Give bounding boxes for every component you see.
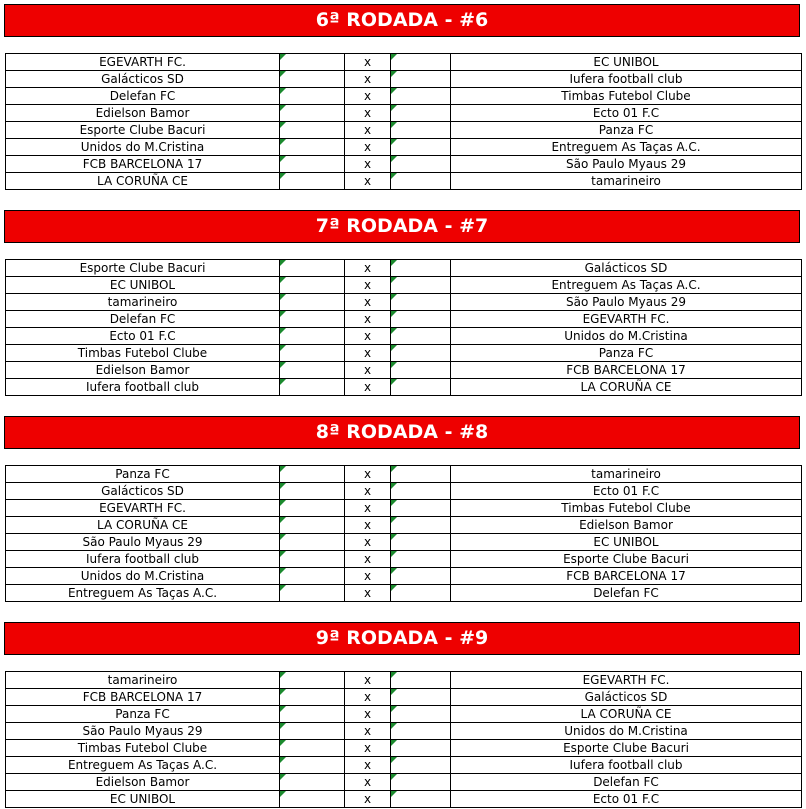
comment-marker-icon [280, 706, 286, 712]
home-team: EGEVARTH FC. [6, 500, 280, 517]
match-row [6, 500, 802, 517]
home-score-cell[interactable] [280, 277, 345, 294]
comment-marker-icon [391, 311, 397, 317]
home-score-cell[interactable] [280, 585, 345, 602]
versus-label: x [345, 517, 391, 534]
comment-marker-icon [280, 672, 286, 678]
comment-marker-icon [280, 71, 286, 77]
match-row [6, 156, 802, 173]
match-row [6, 294, 802, 311]
comment-marker-icon [391, 517, 397, 523]
versus-label: x [345, 740, 391, 757]
versus-label: x [345, 173, 391, 190]
home-team: Esporte Clube Bacuri [6, 260, 280, 277]
home-score-cell[interactable] [280, 328, 345, 345]
away-team: Galácticos SD [451, 260, 802, 277]
away-team: EC UNIBOL [451, 534, 802, 551]
home-score-cell[interactable] [280, 105, 345, 122]
away-score-cell[interactable] [391, 757, 451, 774]
comment-marker-icon [280, 551, 286, 557]
round-title: 9ª RODADA - #9 [4, 622, 800, 655]
away-team: Panza FC [451, 345, 802, 362]
comment-marker-icon [391, 345, 397, 351]
match-row [6, 483, 802, 500]
away-team: Ecto 01 F.C [451, 791, 802, 808]
home-score-cell[interactable] [280, 483, 345, 500]
versus-label: x [345, 260, 391, 277]
comment-marker-icon [280, 105, 286, 111]
home-score-cell[interactable] [280, 71, 345, 88]
versus-label: x [345, 311, 391, 328]
away-score-cell[interactable] [391, 466, 451, 483]
comment-marker-icon [280, 294, 286, 300]
comment-marker-icon [391, 706, 397, 712]
comment-marker-icon [391, 105, 397, 111]
versus-label: x [345, 345, 391, 362]
home-score-cell[interactable] [280, 466, 345, 483]
versus-label: x [345, 757, 391, 774]
home-team: Panza FC [6, 706, 280, 723]
away-team: Esporte Clube Bacuri [451, 551, 802, 568]
home-team: Unidos do M.Cristina [6, 139, 280, 156]
home-score-cell[interactable] [280, 139, 345, 156]
home-team: Iufera football club [6, 379, 280, 396]
home-score-cell[interactable] [280, 757, 345, 774]
comment-marker-icon [391, 156, 397, 162]
away-team: Iufera football club [451, 71, 802, 88]
match-row [6, 328, 802, 345]
home-score-cell[interactable] [280, 345, 345, 362]
matches-table [5, 259, 802, 396]
comment-marker-icon [391, 277, 397, 283]
match-row [6, 88, 802, 105]
match-row [6, 791, 802, 808]
away-score-cell[interactable] [391, 277, 451, 294]
comment-marker-icon [280, 774, 286, 780]
away-team: Delefan FC [451, 585, 802, 602]
away-score-cell[interactable] [391, 71, 451, 88]
home-score-cell[interactable] [280, 173, 345, 190]
away-team: São Paulo Myaus 29 [451, 294, 802, 311]
match-row [6, 122, 802, 139]
versus-label: x [345, 689, 391, 706]
comment-marker-icon [280, 277, 286, 283]
comment-marker-icon [280, 122, 286, 128]
match-row [6, 311, 802, 328]
home-team: Panza FC [6, 466, 280, 483]
match-row [6, 757, 802, 774]
away-team: tamarineiro [451, 466, 802, 483]
versus-label: x [345, 568, 391, 585]
home-score-cell[interactable] [280, 551, 345, 568]
comment-marker-icon [280, 791, 286, 797]
comment-marker-icon [391, 139, 397, 145]
versus-label: x [345, 483, 391, 500]
comment-marker-icon [391, 672, 397, 678]
away-team: Esporte Clube Bacuri [451, 740, 802, 757]
round-title: 8ª RODADA - #8 [4, 416, 800, 449]
away-score-cell[interactable] [391, 311, 451, 328]
home-score-cell[interactable] [280, 156, 345, 173]
home-team: EC UNIBOL [6, 791, 280, 808]
away-team: Unidos do M.Cristina [451, 328, 802, 345]
versus-label: x [345, 139, 391, 156]
away-score-cell[interactable] [391, 122, 451, 139]
comment-marker-icon [391, 483, 397, 489]
matches-table [5, 671, 802, 808]
away-team: LA CORUÑA CE [451, 379, 802, 396]
away-score-cell[interactable] [391, 105, 451, 122]
home-score-cell[interactable] [280, 706, 345, 723]
away-score-cell[interactable] [391, 706, 451, 723]
versus-label: x [345, 88, 391, 105]
versus-label: x [345, 156, 391, 173]
away-score-cell[interactable] [391, 500, 451, 517]
match-row [6, 260, 802, 277]
away-team: Ecto 01 F.C [451, 105, 802, 122]
away-team: Entreguem As Taças A.C. [451, 277, 802, 294]
away-team: FCB BARCELONA 17 [451, 362, 802, 379]
comment-marker-icon [391, 54, 397, 60]
comment-marker-icon [391, 551, 397, 557]
away-score-cell[interactable] [391, 260, 451, 277]
versus-label: x [345, 71, 391, 88]
comment-marker-icon [280, 585, 286, 591]
home-team: Entreguem As Taças A.C. [6, 585, 280, 602]
away-score-cell[interactable] [391, 689, 451, 706]
home-team: Galácticos SD [6, 483, 280, 500]
home-score-cell[interactable] [280, 791, 345, 808]
away-team: Panza FC [451, 122, 802, 139]
comment-marker-icon [280, 173, 286, 179]
versus-label: x [345, 466, 391, 483]
versus-label: x [345, 105, 391, 122]
round-title: 6ª RODADA - #6 [4, 4, 800, 37]
away-score-cell[interactable] [391, 483, 451, 500]
match-row [6, 362, 802, 379]
versus-label: x [345, 54, 391, 71]
comment-marker-icon [280, 311, 286, 317]
home-score-cell[interactable] [280, 122, 345, 139]
away-team: EGEVARTH FC. [451, 672, 802, 689]
away-score-cell[interactable] [391, 379, 451, 396]
comment-marker-icon [391, 740, 397, 746]
matches-table [5, 465, 802, 602]
comment-marker-icon [280, 139, 286, 145]
away-score-cell[interactable] [391, 88, 451, 105]
away-team: EC UNIBOL [451, 54, 802, 71]
away-score-cell[interactable] [391, 774, 451, 791]
match-row [6, 534, 802, 551]
versus-label: x [345, 723, 391, 740]
comment-marker-icon [391, 71, 397, 77]
comment-marker-icon [280, 757, 286, 763]
comment-marker-icon [391, 379, 397, 385]
home-score-cell[interactable] [280, 379, 345, 396]
comment-marker-icon [391, 757, 397, 763]
comment-marker-icon [280, 466, 286, 472]
home-score-cell[interactable] [280, 311, 345, 328]
away-score-cell[interactable] [391, 139, 451, 156]
away-team: Unidos do M.Cristina [451, 723, 802, 740]
away-team: Edielson Bamor [451, 517, 802, 534]
matches-table [5, 53, 802, 190]
home-team: tamarineiro [6, 672, 280, 689]
comment-marker-icon [280, 379, 286, 385]
home-team: EC UNIBOL [6, 277, 280, 294]
comment-marker-icon [391, 294, 397, 300]
comment-marker-icon [391, 791, 397, 797]
comment-marker-icon [391, 362, 397, 368]
home-team: Delefan FC [6, 311, 280, 328]
match-row [6, 672, 802, 689]
match-row [6, 345, 802, 362]
away-team: LA CORUÑA CE [451, 706, 802, 723]
home-score-cell[interactable] [280, 672, 345, 689]
home-score-cell[interactable] [280, 740, 345, 757]
round-title: 7ª RODADA - #7 [4, 210, 800, 243]
home-team: Edielson Bamor [6, 774, 280, 791]
home-team: tamarineiro [6, 294, 280, 311]
away-team: tamarineiro [451, 173, 802, 190]
away-score-cell[interactable] [391, 723, 451, 740]
comment-marker-icon [280, 689, 286, 695]
comment-marker-icon [280, 517, 286, 523]
match-row [6, 706, 802, 723]
home-score-cell[interactable] [280, 689, 345, 706]
match-row [6, 379, 802, 396]
versus-label: x [345, 362, 391, 379]
comment-marker-icon [391, 500, 397, 506]
versus-label: x [345, 379, 391, 396]
home-team: Esporte Clube Bacuri [6, 122, 280, 139]
home-team: Timbas Futebol Clube [6, 345, 280, 362]
comment-marker-icon [391, 585, 397, 591]
home-team: LA CORUÑA CE [6, 173, 280, 190]
versus-label: x [345, 328, 391, 345]
home-team: LA CORUÑA CE [6, 517, 280, 534]
match-row [6, 173, 802, 190]
home-team: FCB BARCELONA 17 [6, 689, 280, 706]
comment-marker-icon [280, 88, 286, 94]
comment-marker-icon [280, 362, 286, 368]
match-row [6, 723, 802, 740]
comment-marker-icon [391, 122, 397, 128]
comment-marker-icon [391, 723, 397, 729]
versus-label: x [345, 294, 391, 311]
home-team: Timbas Futebol Clube [6, 740, 280, 757]
home-team: Entreguem As Taças A.C. [6, 757, 280, 774]
comment-marker-icon [280, 500, 286, 506]
comment-marker-icon [280, 723, 286, 729]
comment-marker-icon [391, 88, 397, 94]
comment-marker-icon [391, 774, 397, 780]
comment-marker-icon [280, 534, 286, 540]
away-team: Entreguem As Taças A.C. [451, 139, 802, 156]
away-score-cell[interactable] [391, 585, 451, 602]
comment-marker-icon [391, 328, 397, 334]
versus-label: x [345, 585, 391, 602]
comment-marker-icon [280, 260, 286, 266]
match-row [6, 551, 802, 568]
away-score-cell[interactable] [391, 517, 451, 534]
match-row [6, 105, 802, 122]
home-team: São Paulo Myaus 29 [6, 723, 280, 740]
home-score-cell[interactable] [280, 568, 345, 585]
match-row [6, 277, 802, 294]
home-score-cell[interactable] [280, 774, 345, 791]
match-row [6, 517, 802, 534]
comment-marker-icon [391, 173, 397, 179]
home-team: Edielson Bamor [6, 362, 280, 379]
versus-label: x [345, 672, 391, 689]
away-score-cell[interactable] [391, 362, 451, 379]
away-team: Ecto 01 F.C [451, 483, 802, 500]
comment-marker-icon [280, 328, 286, 334]
away-score-cell[interactable] [391, 534, 451, 551]
match-row [6, 568, 802, 585]
versus-label: x [345, 551, 391, 568]
away-team: São Paulo Myaus 29 [451, 156, 802, 173]
away-team: EGEVARTH FC. [451, 311, 802, 328]
home-team: Galácticos SD [6, 71, 280, 88]
away-score-cell[interactable] [391, 156, 451, 173]
home-score-cell[interactable] [280, 517, 345, 534]
versus-label: x [345, 791, 391, 808]
versus-label: x [345, 774, 391, 791]
away-score-cell[interactable] [391, 173, 451, 190]
comment-marker-icon [280, 54, 286, 60]
away-team: Timbas Futebol Clube [451, 500, 802, 517]
comment-marker-icon [280, 483, 286, 489]
away-score-cell[interactable] [391, 345, 451, 362]
match-row [6, 139, 802, 156]
comment-marker-icon [280, 156, 286, 162]
away-score-cell[interactable] [391, 568, 451, 585]
comment-marker-icon [391, 568, 397, 574]
away-team: Delefan FC [451, 774, 802, 791]
match-row [6, 774, 802, 791]
home-score-cell[interactable] [280, 294, 345, 311]
home-team: São Paulo Myaus 29 [6, 534, 280, 551]
away-score-cell[interactable] [391, 740, 451, 757]
away-score-cell[interactable] [391, 551, 451, 568]
home-score-cell[interactable] [280, 362, 345, 379]
match-row [6, 689, 802, 706]
match-row [6, 740, 802, 757]
home-score-cell[interactable] [280, 500, 345, 517]
away-team: Iufera football club [451, 757, 802, 774]
away-score-cell[interactable] [391, 328, 451, 345]
home-team: Edielson Bamor [6, 105, 280, 122]
home-team: Ecto 01 F.C [6, 328, 280, 345]
home-score-cell[interactable] [280, 88, 345, 105]
home-team: FCB BARCELONA 17 [6, 156, 280, 173]
match-row [6, 54, 802, 71]
home-team: EGEVARTH FC. [6, 54, 280, 71]
versus-label: x [345, 500, 391, 517]
away-team: FCB BARCELONA 17 [451, 568, 802, 585]
away-team: Galácticos SD [451, 689, 802, 706]
comment-marker-icon [280, 740, 286, 746]
versus-label: x [345, 277, 391, 294]
comment-marker-icon [280, 568, 286, 574]
match-row [6, 466, 802, 483]
home-team: Delefan FC [6, 88, 280, 105]
comment-marker-icon [391, 466, 397, 472]
home-score-cell[interactable] [280, 54, 345, 71]
comment-marker-icon [391, 689, 397, 695]
versus-label: x [345, 534, 391, 551]
comment-marker-icon [391, 534, 397, 540]
away-score-cell[interactable] [391, 672, 451, 689]
versus-label: x [345, 122, 391, 139]
home-score-cell[interactable] [280, 534, 345, 551]
away-score-cell[interactable] [391, 791, 451, 808]
away-score-cell[interactable] [391, 54, 451, 71]
comment-marker-icon [280, 345, 286, 351]
away-team: Timbas Futebol Clube [451, 88, 802, 105]
versus-label: x [345, 706, 391, 723]
home-score-cell[interactable] [280, 260, 345, 277]
match-row [6, 585, 802, 602]
match-row [6, 71, 802, 88]
home-team: Unidos do M.Cristina [6, 568, 280, 585]
away-score-cell[interactable] [391, 294, 451, 311]
comment-marker-icon [391, 260, 397, 266]
home-team: Iufera football club [6, 551, 280, 568]
home-score-cell[interactable] [280, 723, 345, 740]
